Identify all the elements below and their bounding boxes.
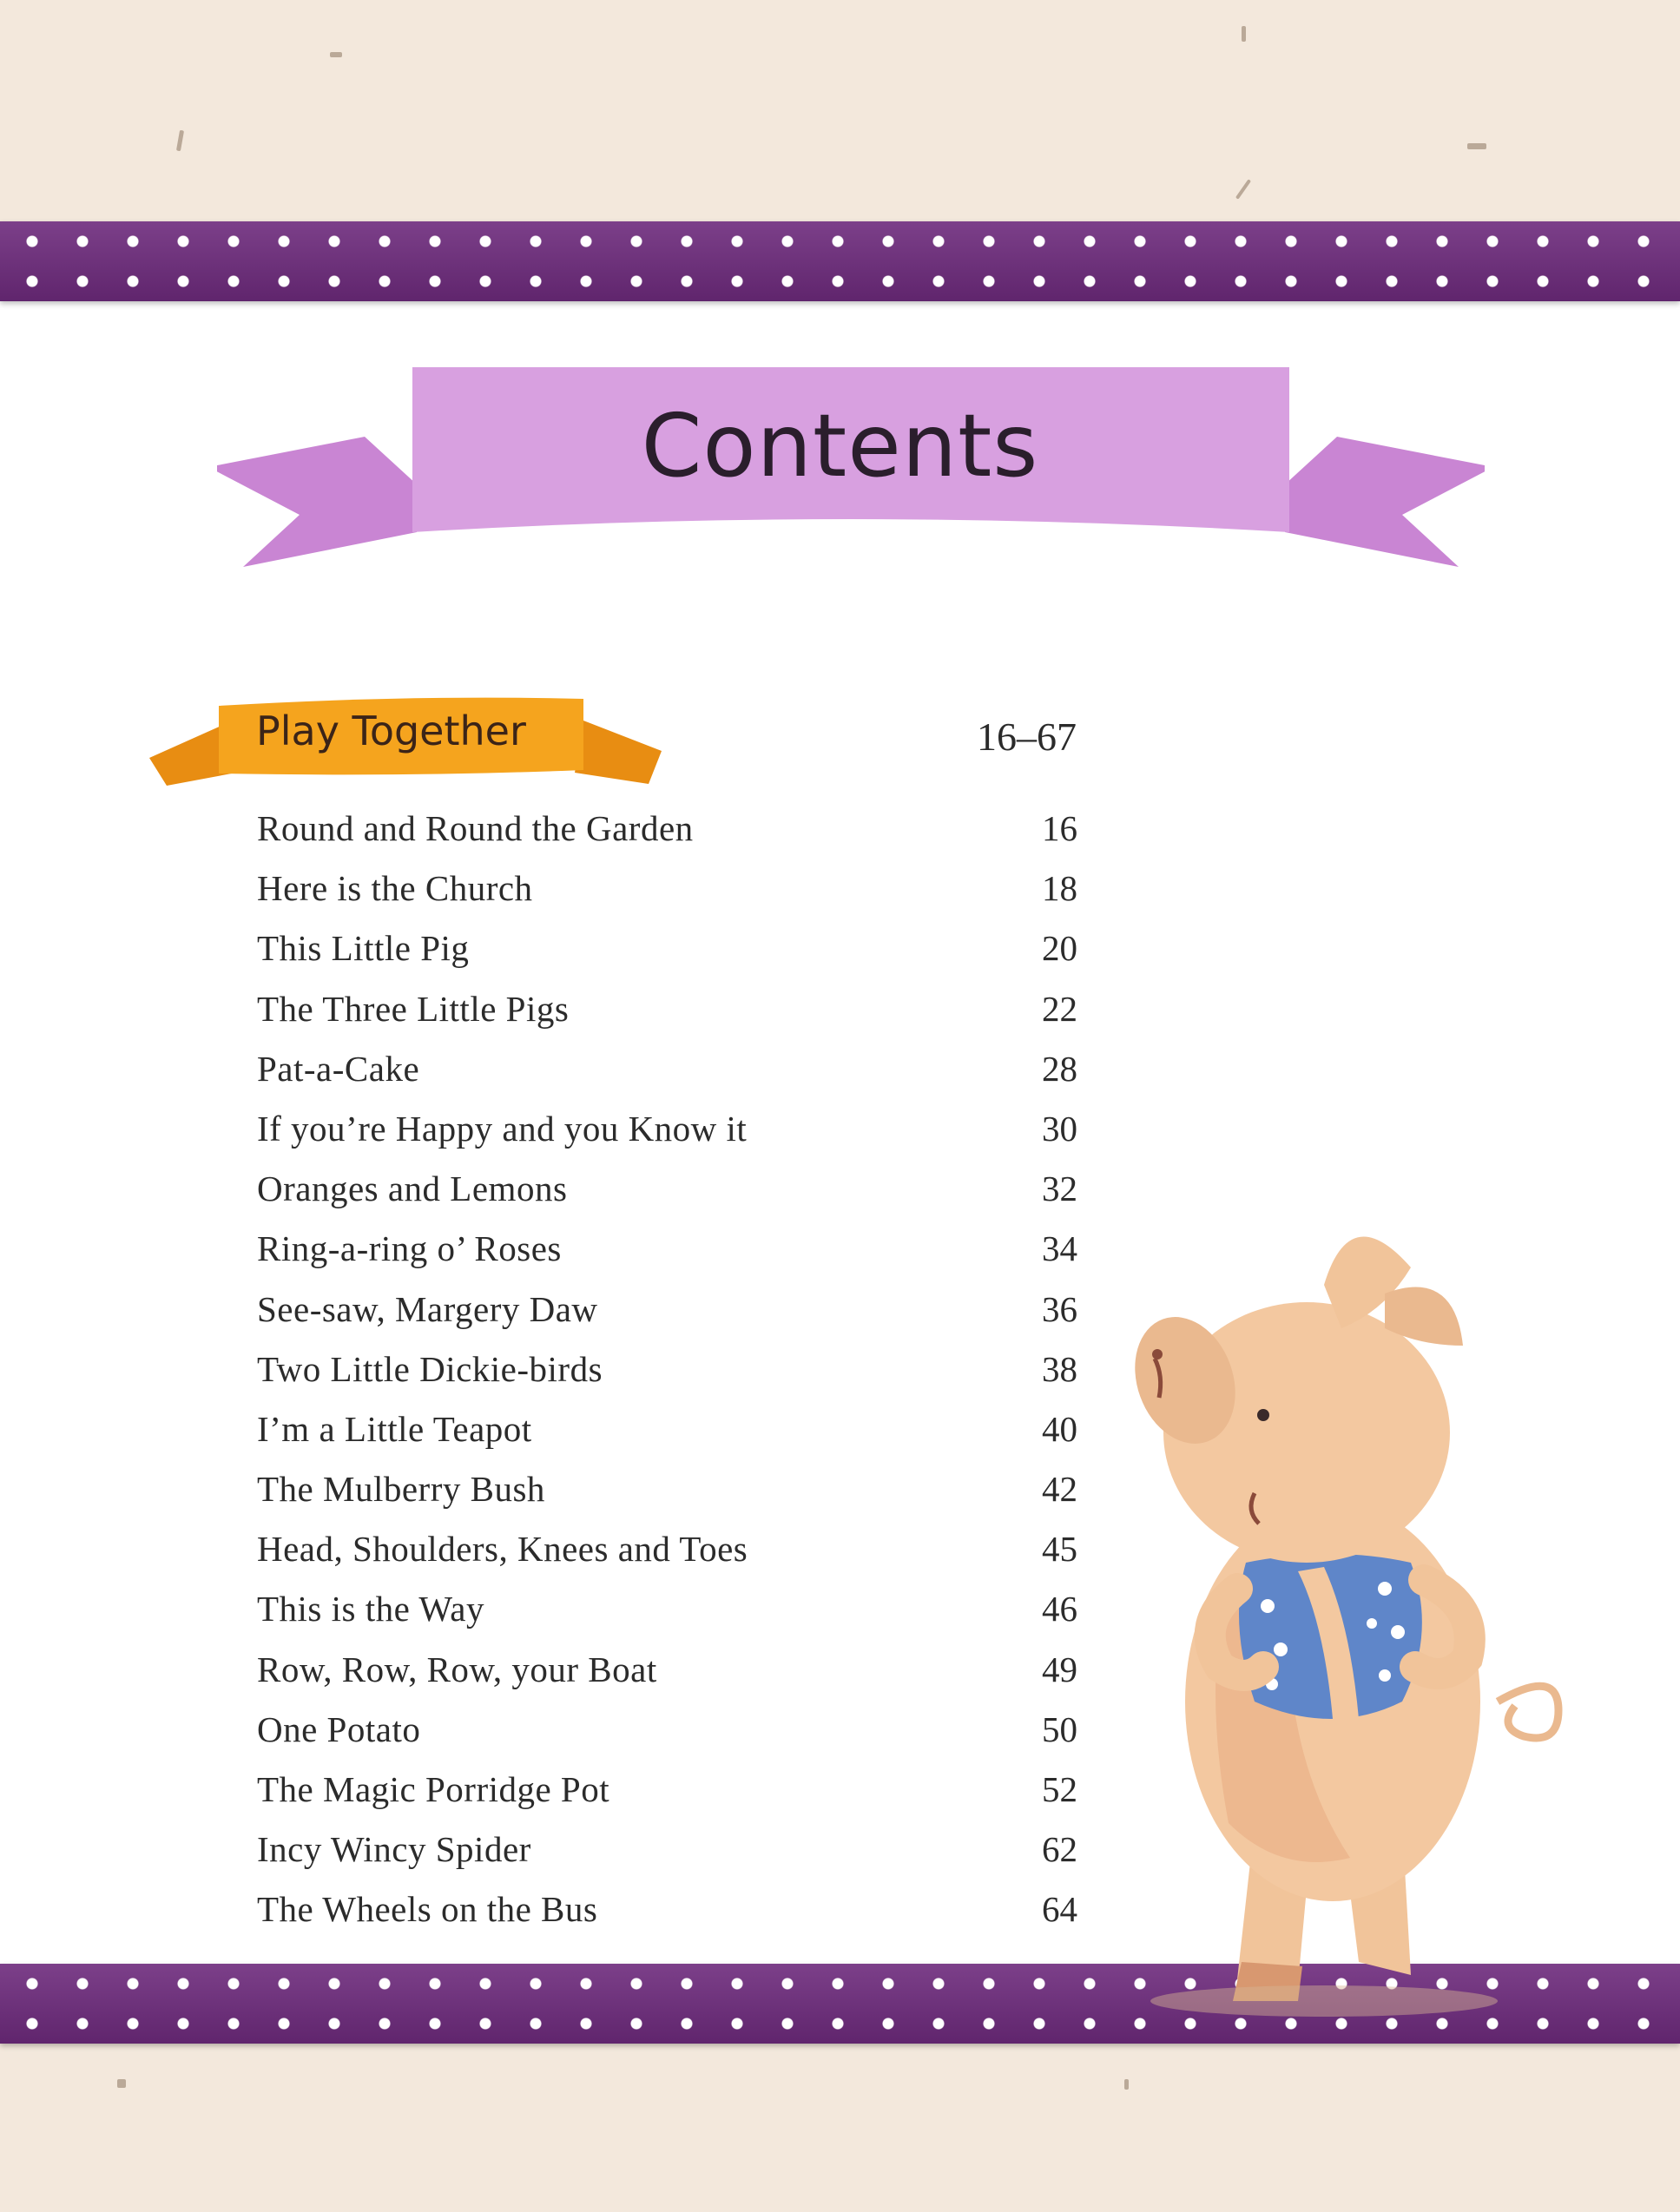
- toc-entry[interactable]: [257, 1108, 1077, 1168]
- pig-illustration: [1124, 1215, 1576, 2023]
- toc-entry-title: Ring-a-ring o’ Roses: [257, 1228, 562, 1269]
- toc-entry-title: I’m a Little Teapot: [257, 1408, 532, 1449]
- toc-entry[interactable]: [257, 1468, 1077, 1528]
- toc-entry-page: 28: [1042, 1048, 1077, 1089]
- page-title: Contents: [641, 395, 1039, 497]
- toc-entry[interactable]: [257, 1288, 1077, 1348]
- paper-fleck: [1467, 143, 1486, 149]
- toc-entry[interactable]: [257, 807, 1077, 867]
- toc-entry-title: One Potato: [257, 1708, 421, 1749]
- toc-entry[interactable]: [257, 1408, 1077, 1468]
- toc-entry[interactable]: [257, 1828, 1077, 1888]
- toc-entry[interactable]: [257, 1528, 1077, 1588]
- toc-entry[interactable]: [257, 1348, 1077, 1408]
- toc-entry[interactable]: [257, 1168, 1077, 1228]
- toc-entry-title: Two Little Dickie-birds: [257, 1348, 603, 1389]
- toc-entry-title: Round and Round the Garden: [257, 808, 694, 848]
- toc-entry-title: Pat-a-Cake: [257, 1048, 420, 1089]
- toc-entry-title: Incy Wincy Spider: [257, 1829, 531, 1870]
- toc-entry-page: 52: [1042, 1769, 1077, 1809]
- toc-entry[interactable]: [257, 1768, 1077, 1828]
- toc-entry[interactable]: [257, 1048, 1077, 1108]
- toc-entry-page: 18: [1042, 868, 1077, 909]
- toc-entry-title: Row, Row, Row, your Boat: [257, 1649, 657, 1689]
- paper-fleck: [330, 52, 342, 57]
- toc-entry[interactable]: [257, 1588, 1077, 1648]
- toc-entry-page: 64: [1042, 1889, 1077, 1930]
- toc-entry[interactable]: [257, 867, 1077, 927]
- toc-entry-page: 40: [1042, 1408, 1077, 1449]
- toc-entry[interactable]: [257, 927, 1077, 987]
- toc-entry-page: 30: [1042, 1108, 1077, 1149]
- toc-entry-page: 32: [1042, 1169, 1077, 1209]
- toc-entry-title: This is the Way: [257, 1589, 484, 1629]
- toc-entry-title: Here is the Church: [257, 868, 533, 909]
- toc-entry-page: 50: [1042, 1708, 1077, 1749]
- section-label: Play Together: [256, 708, 526, 754]
- toc-entry-page: 46: [1042, 1589, 1077, 1629]
- toc-entry-page: 42: [1042, 1469, 1077, 1510]
- toc-entry-page: 36: [1042, 1288, 1077, 1329]
- toc-entry[interactable]: [257, 1228, 1077, 1287]
- toc-entry-title: The Three Little Pigs: [257, 988, 570, 1029]
- toc-entry-title: Oranges and Lemons: [257, 1169, 568, 1209]
- toc-entry-title: See-saw, Margery Daw: [257, 1288, 598, 1329]
- toc-entry[interactable]: [257, 1649, 1077, 1708]
- toc-entry-title: The Magic Porridge Pot: [257, 1769, 610, 1809]
- toc-entry[interactable]: [257, 1708, 1077, 1768]
- toc-entry-page: 38: [1042, 1348, 1077, 1389]
- paper-fleck: [1124, 2079, 1129, 2090]
- toc-entry-page: 62: [1042, 1829, 1077, 1870]
- toc-entry-page: 49: [1042, 1649, 1077, 1689]
- toc-list: [257, 807, 1077, 1949]
- toc-entry-page: 20: [1042, 928, 1077, 969]
- toc-entry-page: 16: [1042, 808, 1077, 848]
- toc-entry-title: The Mulberry Bush: [257, 1469, 545, 1510]
- toc-entry-title: Head, Shoulders, Knees and Toes: [257, 1529, 748, 1570]
- paper-fleck: [117, 2079, 126, 2088]
- toc-entry-page: 22: [1042, 988, 1077, 1029]
- paper-fleck: [1242, 26, 1246, 42]
- paper-fleck: [1235, 179, 1251, 200]
- paper-fleck: [176, 130, 184, 152]
- toc-entry-title: The Wheels on the Bus: [257, 1889, 598, 1930]
- toc-entry-page: 45: [1042, 1529, 1077, 1570]
- toc-entry-title: This Little Pig: [257, 928, 470, 969]
- top-polka-dot-ribbon: [0, 221, 1680, 301]
- section-page-range: 16–67: [977, 714, 1077, 759]
- toc-entry[interactable]: [257, 1888, 1077, 1948]
- toc-entry[interactable]: [257, 988, 1077, 1048]
- toc-entry-title: If you’re Happy and you Know it: [257, 1108, 748, 1149]
- toc-entry-page: 34: [1042, 1228, 1077, 1269]
